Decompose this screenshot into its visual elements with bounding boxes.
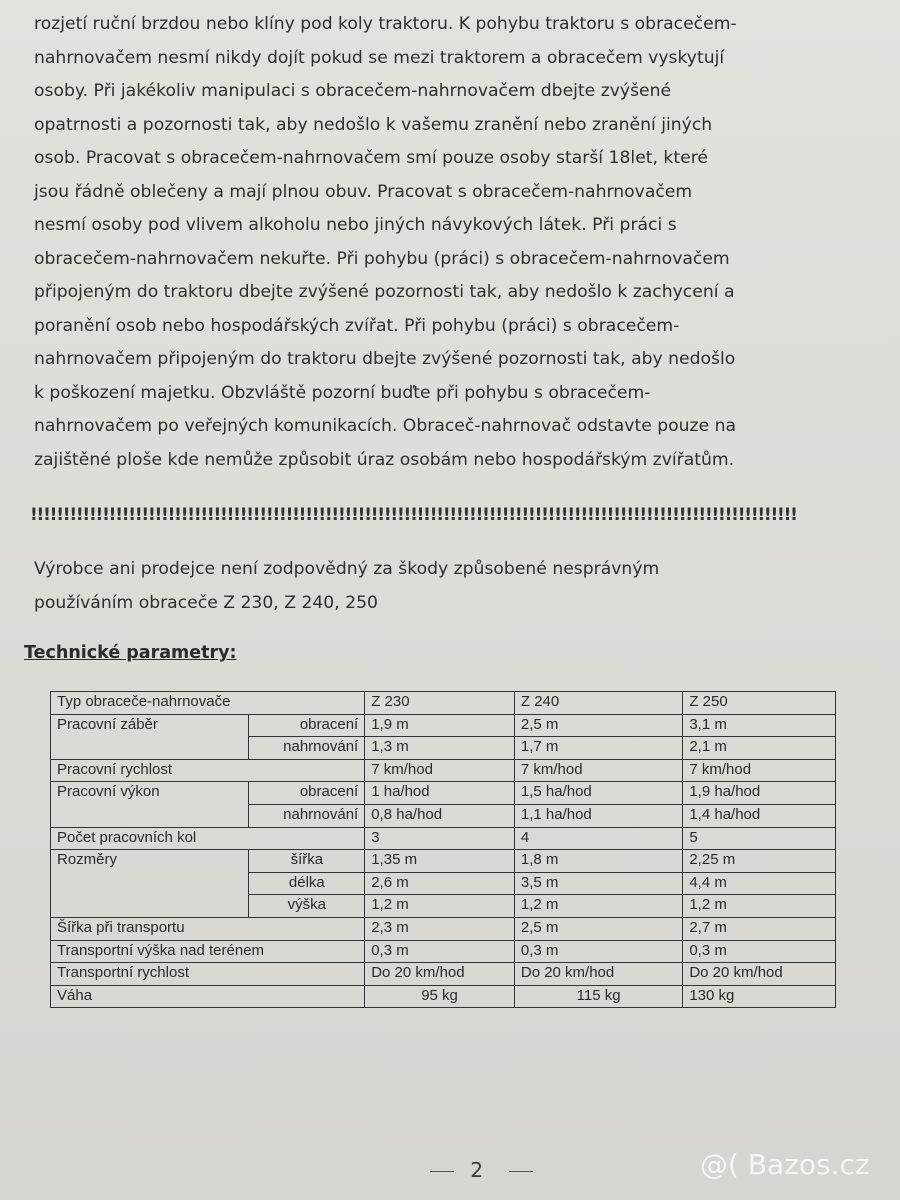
table-cell: Do 20 km/hod — [365, 963, 515, 986]
table-cell: 3 — [365, 827, 515, 850]
table-cell: 1,2 m — [365, 895, 515, 918]
table-row — [51, 692, 836, 715]
table-cell: obracení — [249, 714, 365, 737]
table-cell: 2,6 m — [365, 872, 515, 895]
text-line: nahrnovačem po veřejných komunikacích. Obraceč-nahrnovač odstavte pouze na — [34, 416, 737, 436]
table-cell: 0,3 m — [683, 940, 836, 963]
table-row — [51, 985, 836, 1008]
table-cell: 2,1 m — [683, 737, 836, 760]
table-cell: 1 ha/hod — [365, 782, 515, 805]
table-row — [51, 963, 836, 986]
page-number: 2 — [470, 1158, 494, 1182]
table-cell: Transportní rychlost — [51, 963, 365, 986]
table-cell: šířka — [249, 850, 365, 873]
table-header-cell: Z 230 — [365, 692, 515, 715]
footer-dash — [430, 1171, 454, 1172]
table-cell: 2,5 m — [514, 714, 682, 737]
table-cell: výška — [249, 895, 365, 918]
table-cell: Pracovní výkon — [51, 782, 249, 827]
table-cell: Do 20 km/hod — [683, 963, 836, 986]
table-cell: 95 kg — [365, 985, 515, 1008]
table-cell: obracení — [249, 782, 365, 805]
safety-paragraph — [34, 8, 854, 477]
text-line: obracečem-nahrnovačem nekuřte. Při pohybu (práci) s obracečem-nahrnovačem — [34, 248, 730, 269]
text-line: jsou řádně oblečeny a mají plnou obuv. Pracovat s obracečem-nahrnovačem — [34, 181, 693, 202]
section-heading: Technické parametry: — [24, 643, 237, 663]
table-cell: 1,7 m — [514, 737, 682, 760]
table-cell: 1,9 ha/hod — [683, 782, 836, 805]
table-cell: 1,2 m — [514, 895, 682, 918]
table-cell: 1,8 m — [514, 850, 682, 873]
site-watermark: @( Bazos.cz — [700, 1148, 870, 1181]
text-line: nesmí osoby pod vlivem alkoholu nebo jiných návykových látek. Při práci s — [34, 215, 677, 235]
disclaimer-paragraph — [34, 553, 854, 620]
table-row — [51, 940, 836, 963]
table-cell: Rozměry — [51, 850, 249, 918]
table-header-cell: Z 240 — [514, 692, 682, 715]
text-line: připojeným do traktoru dbejte zvýšené pozornosti tak, aby nedošlo k zachycení a — [34, 282, 735, 302]
table-cell: 0,3 m — [365, 940, 515, 963]
table-cell: 2,7 m — [683, 917, 836, 940]
table-cell: 1,9 m — [365, 714, 515, 737]
text-line: osob. Pracovat s obracečem-nahrnovačem smí pouze osoby starší 18let, které — [34, 148, 708, 168]
table-cell: 0,3 m — [514, 940, 682, 963]
table-cell: 7 km/hod — [514, 759, 682, 782]
table-row — [51, 827, 836, 850]
table-row — [51, 759, 836, 782]
table-cell: 1,3 m — [365, 737, 515, 760]
table-row — [51, 714, 836, 737]
table-cell: 3,5 m — [514, 872, 682, 895]
table-cell: Šířka při transportu — [51, 917, 365, 940]
table-cell: 1,5 ha/hod — [514, 782, 682, 805]
table-row — [51, 850, 836, 873]
table-cell: délka — [249, 872, 365, 895]
technical-parameters-table — [50, 691, 836, 1008]
table-cell: 2,3 m — [365, 917, 515, 940]
table-row — [51, 917, 836, 940]
table-cell: 1,35 m — [365, 850, 515, 873]
table-header-cell: Z 250 — [683, 692, 836, 715]
text-line: Výrobce ani prodejce není zodpovědný za škody způsobené nesprávným — [34, 559, 660, 579]
table-cell: Pracovní záběr — [51, 714, 249, 759]
text-line: opatrnosti a pozornosti tak, aby nedošlo k vašemu zranění nebo zranění jiných — [34, 114, 713, 135]
text-line: používáním obraceče Z 230, Z 240, 250 — [34, 592, 378, 613]
table-row — [51, 782, 836, 805]
table-cell: 2,25 m — [683, 850, 836, 873]
table-cell: Počet pracovních kol — [51, 827, 365, 850]
table-cell: 4 — [514, 827, 682, 850]
table-cell: Typ obraceče-nahrnovače — [51, 692, 365, 715]
text-line: nahrnovačem nesmí nikdy dojít pokud se mezi traktorem a obracečem vyskytují — [34, 47, 725, 68]
text-line: zajištěné ploše kde nemůže způsobit úraz osobám nebo hospodářským zvířatům. — [34, 449, 735, 470]
text-line: rozjetí ruční brzdou nebo klíny pod koly traktoru. K pohybu traktoru s obracečem- — [34, 14, 737, 34]
page-footer — [430, 1158, 533, 1182]
table-cell: nahrnování — [249, 804, 365, 827]
table-cell: 7 km/hod — [683, 759, 836, 782]
text-line: poranění osob nebo hospodářských zvířat. Při pohybu (práci) s obracečem- — [34, 315, 680, 336]
table-cell: 5 — [683, 827, 836, 850]
table-cell: 0,8 ha/hod — [365, 804, 515, 827]
text-line: nahrnovačem připojeným do traktoru dbejte zvýšené pozornosti tak, aby nedošlo — [34, 349, 736, 369]
text-line: osoby. Při jakékoliv manipulaci s obracečem-nahrnovačem dbejte zvýšené — [34, 81, 672, 101]
table-cell: 2,5 m — [514, 917, 682, 940]
table-cell: Transportní výška nad terénem — [51, 940, 365, 963]
table-cell: Do 20 km/hod — [514, 963, 682, 986]
table-cell: 130 kg — [683, 985, 836, 1008]
table-cell: Váha — [51, 985, 365, 1008]
exclamation-separator: !!!!!!!!!!!!!!!!!!!!!!!!!!!!!!!!!!!!!!!!!!!!!!!!!!!!!!!!!!!!!!!!!!!!!!!!!!!!!!!!!!!!!!!!!!!!!!!!!!!!!!!!!!!!!!!!!!!!! — [30, 505, 797, 525]
table-cell: 3,1 m — [683, 714, 836, 737]
text-line: k poškození majetku. Obzvláště pozorní buďte při pohybu s obracečem- — [34, 382, 651, 403]
footer-dash — [509, 1171, 533, 1172]
table-cell: 1,2 m — [683, 895, 836, 918]
table-cell: Pracovní rychlost — [51, 759, 365, 782]
table-cell: 7 km/hod — [365, 759, 515, 782]
table-cell: 1,4 ha/hod — [683, 804, 836, 827]
table-cell: nahrnování — [249, 737, 365, 760]
table-cell: 4,4 m — [683, 872, 836, 895]
table-cell: 115 kg — [514, 985, 682, 1008]
table-cell: 1,1 ha/hod — [514, 804, 682, 827]
